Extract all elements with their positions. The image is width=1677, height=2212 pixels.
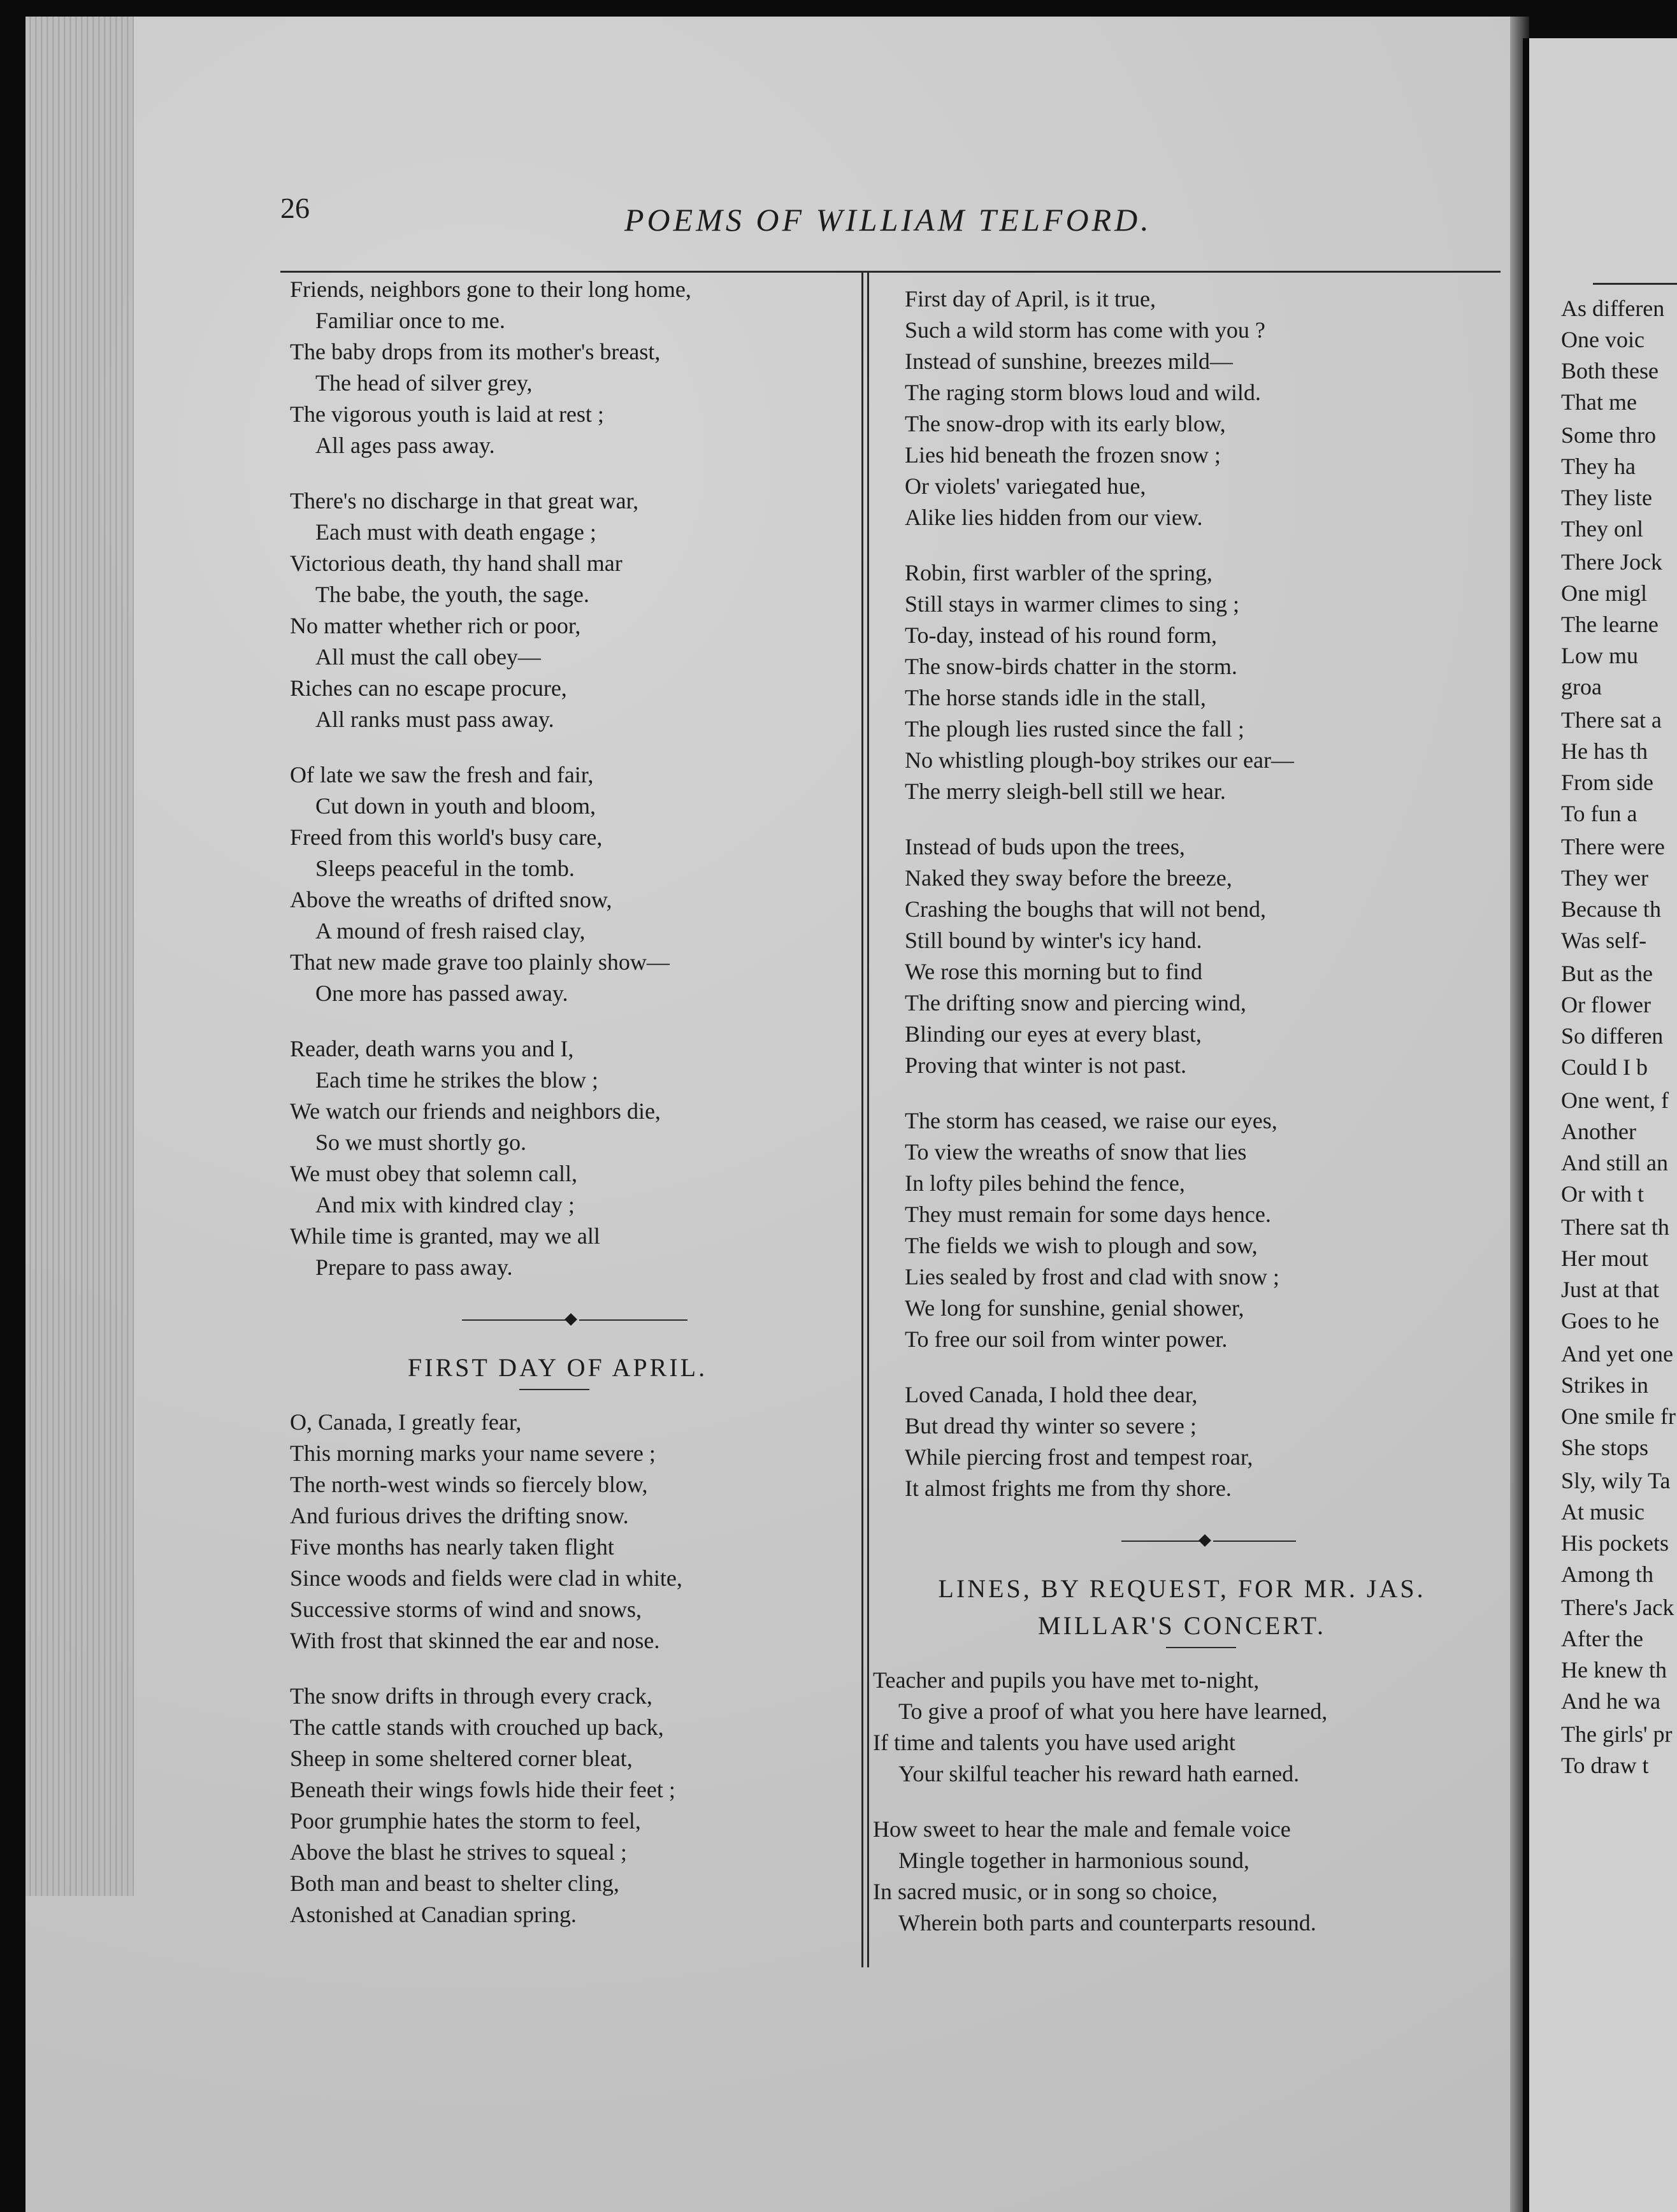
poem-lines-by-request: [873, 1665, 1497, 1939]
facing-page-line: Sly, wily Ta: [1561, 1468, 1671, 1493]
facing-page-line: After the: [1561, 1626, 1643, 1651]
facing-page-line: He has th: [1561, 738, 1648, 764]
verse-line: The head of silver grey,: [315, 370, 533, 396]
verse-line: Wherein both parts and counterparts resound.: [898, 1910, 1316, 1936]
verse-line: To view the wreaths of snow that lies: [905, 1139, 1247, 1165]
facing-page-line: To fun a: [1561, 801, 1637, 826]
verse-line: The fields we wish to plough and sow,: [905, 1233, 1258, 1258]
stanza: [290, 1407, 851, 1656]
verse-line: The baby drops from its mother's breast,: [290, 339, 661, 364]
verse-line: No matter whether rich or poor,: [290, 613, 581, 638]
column-divider: [861, 273, 869, 1967]
verse-line: Cut down in youth and bloom,: [315, 793, 596, 819]
facing-page-line: Or flower: [1561, 992, 1651, 1017]
verse-line: Above the blast he strives to squeal ;: [290, 1839, 627, 1865]
stanza: [905, 557, 1497, 807]
verse-line: The snow-drop with its early blow,: [905, 411, 1226, 436]
verse-line: O, Canada, I greatly fear,: [290, 1409, 522, 1435]
verse-line: Freed from this world's busy care,: [290, 824, 603, 850]
facing-page-line: She stops: [1561, 1435, 1649, 1460]
verse-line: Alike lies hidden from our view.: [905, 505, 1203, 530]
verse-line: The horse stands idle in the stall,: [905, 685, 1206, 710]
stanza: [905, 284, 1497, 533]
verse-line: They must remain for some days hence.: [905, 1202, 1271, 1227]
verse-line: If time and talents you have used aright: [873, 1730, 1235, 1755]
header-rule: [280, 271, 1501, 273]
facing-page-header-rule: [1593, 283, 1677, 285]
verse-line: Instead of buds upon the trees,: [905, 834, 1185, 859]
facing-page-line: Just at that: [1561, 1277, 1659, 1302]
verse-line: That new made grave too plainly show—: [290, 949, 670, 975]
verse-line: Both man and beast to shelter cling,: [290, 1871, 619, 1896]
verse-line: Mingle together in harmonious sound,: [898, 1848, 1249, 1873]
verse-line: Riches can no escape procure,: [290, 675, 567, 701]
verse-line: All ranks must pass away.: [315, 707, 554, 732]
facing-page-line: Low mu: [1561, 643, 1638, 668]
facing-page-line: His pockets: [1561, 1530, 1669, 1556]
facing-page-line: One went, f: [1561, 1088, 1669, 1113]
verse-line: Or violets' variegated hue,: [905, 473, 1146, 499]
verse-line: The drifting snow and piercing wind,: [905, 990, 1246, 1016]
verse-line: Crashing the boughs that will not bend,: [905, 896, 1266, 922]
facing-page-line: To draw t: [1561, 1753, 1649, 1778]
verse-line: The plough lies rusted since the fall ;: [905, 716, 1244, 742]
section-ornament: [290, 1307, 851, 1333]
poem-title-lines-by-request-line2: MILLAR'S CONCERT.: [1037, 1611, 1327, 1640]
verse-line: Each time he strikes the blow ;: [315, 1067, 598, 1093]
facing-page-line: One voic: [1561, 327, 1645, 352]
verse-line: With frost that skinned the ear and nose.: [290, 1628, 660, 1653]
verse-line: Robin, first warbler of the spring,: [905, 560, 1213, 585]
facing-page-line: The learne: [1561, 612, 1659, 637]
poem-title-first-day-of-april: FIRST DAY OF APRIL.: [407, 1353, 708, 1382]
left-poem-continuation: [290, 274, 851, 1283]
facing-page-line: One migl: [1561, 580, 1647, 606]
verse-line: The merry sleigh-bell still we hear.: [905, 779, 1226, 804]
verse-line: Each must with death engage ;: [315, 519, 596, 545]
verse-line: Still bound by winter's icy hand.: [905, 928, 1202, 953]
facing-page-line: They wer: [1561, 865, 1648, 891]
verse-line: But dread thy winter so severe ;: [905, 1413, 1197, 1439]
verse-line: Lies hid beneath the frozen snow ;: [905, 442, 1221, 468]
facing-page-line: There were: [1561, 834, 1665, 859]
verse-line: Proving that winter is not past.: [905, 1052, 1186, 1078]
stanza: [290, 759, 851, 1009]
facing-page-line: He knew th: [1561, 1657, 1667, 1683]
verse-line: Poor grumphie hates the storm to feel,: [290, 1808, 641, 1834]
facing-page-line: They onl: [1561, 516, 1643, 542]
verse-line: Such a wild storm has come with you ?: [905, 317, 1265, 343]
verse-line: To give a proof of what you here have learned,: [898, 1698, 1328, 1724]
facing-page-line: So differen: [1561, 1023, 1664, 1049]
poem-first-day-of-april-part2: [905, 284, 1497, 1504]
verse-line: To-day, instead of his round form,: [905, 622, 1218, 648]
verse-line: How sweet to hear the male and female voice: [873, 1816, 1291, 1842]
facing-page-line: The girls' pr: [1561, 1721, 1673, 1747]
verse-line: Of late we saw the fresh and fair,: [290, 762, 594, 787]
section-ornament: [905, 1528, 1497, 1554]
verse-line: While time is granted, may we all: [290, 1223, 600, 1249]
facing-page-line: Or with t: [1561, 1181, 1644, 1207]
title-rule: [519, 1389, 589, 1390]
verse-line: Beneath their wings fowls hide their feet ;: [290, 1777, 675, 1802]
verse-line: We rose this morning but to find: [905, 959, 1203, 984]
verse-line: We long for sunshine, genial shower,: [905, 1295, 1244, 1321]
page-number: 26: [280, 192, 310, 224]
stanza: [290, 1033, 851, 1283]
verse-line: Prepare to pass away.: [315, 1254, 513, 1280]
stanza: [905, 1105, 1497, 1355]
facing-page-line: There sat th: [1561, 1214, 1669, 1240]
verse-line: The snow-birds chatter in the storm.: [905, 654, 1237, 679]
facing-page-line: Could I b: [1561, 1054, 1648, 1080]
facing-page-line: And he wa: [1561, 1688, 1660, 1714]
verse-line: Reader, death warns you and I,: [290, 1036, 574, 1061]
facing-page-line: Another: [1561, 1119, 1636, 1144]
verse-line: While piercing frost and tempest roar,: [905, 1444, 1253, 1470]
stanza: [905, 831, 1497, 1081]
verse-line: Sheep in some sheltered corner bleat,: [290, 1746, 633, 1771]
stanza: [290, 274, 851, 461]
stanza: [290, 485, 851, 735]
facing-page-line: And still an: [1561, 1150, 1668, 1175]
verse-line: We must obey that solemn call,: [290, 1161, 578, 1186]
facing-page-line: But as the: [1561, 961, 1653, 986]
verse-line: Astonished at Canadian spring.: [290, 1902, 577, 1927]
facing-page-line: There sat a: [1561, 707, 1662, 733]
facing-page-line: Some thro: [1561, 422, 1656, 448]
facing-page-line: At music: [1561, 1499, 1645, 1525]
right-column: [873, 284, 1497, 1963]
facing-page-line: Her mout: [1561, 1246, 1648, 1271]
facing-page-line: Among th: [1561, 1562, 1654, 1587]
page-header: [280, 191, 1504, 261]
verse-line: Still stays in warmer climes to sing ;: [905, 591, 1239, 617]
verse-line: Above the wreaths of drifted snow,: [290, 887, 612, 912]
verse-line: All ages pass away.: [315, 433, 495, 458]
facing-page-line: One smile fr: [1561, 1404, 1676, 1429]
facing-page-line: Both these: [1561, 358, 1659, 384]
verse-line: No whistling plough-boy strikes our ear—: [905, 747, 1294, 773]
stanza: [873, 1665, 1497, 1790]
verse-line: So we must shortly go.: [315, 1130, 527, 1155]
stanza: [905, 1379, 1497, 1504]
verse-line: Blinding our eyes at every blast,: [905, 1021, 1202, 1047]
stanza: [290, 1681, 851, 1930]
facing-page-line: Goes to he: [1561, 1308, 1659, 1333]
verse-line: The cattle stands with crouched up back,: [290, 1714, 664, 1740]
facing-page-line: That me: [1561, 389, 1637, 415]
facing-page-line: And yet one: [1561, 1341, 1673, 1367]
verse-line: The north-west winds so fiercely blow,: [290, 1472, 648, 1497]
verse-line: Friends, neighbors gone to their long home,: [290, 276, 691, 302]
verse-line: Teacher and pupils you have met to-night,: [873, 1667, 1260, 1693]
verse-line: It almost frights me from thy shore.: [905, 1476, 1232, 1501]
verse-line: First day of April, is it true,: [905, 286, 1156, 312]
poem-first-day-of-april-part1: [290, 1407, 851, 1930]
verse-line: Five months has nearly taken flight: [290, 1534, 614, 1560]
verse-line: The babe, the youth, the sage.: [315, 582, 589, 607]
page-edge-stack: [25, 17, 134, 1896]
title-rule: [1166, 1647, 1236, 1648]
verse-line: Naked they sway before the breeze,: [905, 865, 1232, 891]
verse-line: The vigorous youth is laid at rest ;: [290, 401, 604, 427]
verse-line: To free our soil from winter power.: [905, 1326, 1228, 1352]
verse-line: And furious drives the drifting snow.: [290, 1503, 629, 1528]
verse-line: Instead of sunshine, breezes mild—: [905, 348, 1233, 374]
verse-line: Victorious death, thy hand shall mar: [290, 550, 623, 576]
verse-line: In lofty piles behind the fence,: [905, 1170, 1185, 1196]
verse-line: Lies sealed by frost and clad with snow ;: [905, 1264, 1279, 1289]
verse-line: This morning marks your name severe ;: [290, 1440, 656, 1466]
verse-line: A mound of fresh raised clay,: [315, 918, 586, 944]
facing-page-text-fragments: [1561, 293, 1677, 1781]
verse-line: Successive storms of wind and snows,: [290, 1597, 642, 1622]
verse-line: The raging storm blows loud and wild.: [905, 380, 1261, 405]
facing-page-line: From side: [1561, 770, 1654, 795]
facing-page-line: groa: [1561, 674, 1602, 700]
verse-line: And mix with kindred clay ;: [315, 1192, 575, 1217]
facing-page-line: Was self-: [1561, 928, 1647, 953]
facing-page-line: There Jock: [1561, 549, 1662, 575]
verse-line: All must the call obey—: [315, 644, 541, 670]
facing-page-line: They ha: [1561, 454, 1636, 479]
facing-page-line: They liste: [1561, 485, 1652, 510]
verse-line: Sleeps peaceful in the tomb.: [315, 856, 575, 881]
stanza: [873, 1814, 1497, 1939]
verse-line: The storm has ceased, we raise our eyes,: [905, 1108, 1278, 1133]
verse-line: Loved Canada, I hold thee dear,: [905, 1382, 1198, 1407]
verse-line: Since woods and fields were clad in white,: [290, 1565, 682, 1591]
verse-line: There's no discharge in that great war,: [290, 488, 639, 514]
left-column: [290, 274, 851, 1955]
verse-line: One more has passed away.: [315, 980, 568, 1006]
verse-line: We watch our friends and neighbors die,: [290, 1098, 661, 1124]
facing-page-line: As differen: [1561, 296, 1665, 321]
facing-page-line: There's Jack: [1561, 1595, 1674, 1620]
verse-line: Your skilful teacher his reward hath earned.: [898, 1761, 1300, 1786]
verse-line: The snow drifts in through every crack,: [290, 1683, 652, 1709]
facing-page-line: Because th: [1561, 896, 1661, 922]
running-title: POEMS OF WILLIAM TELFORD.: [624, 202, 1152, 238]
poem-title-lines-by-request-line1: LINES, BY REQUEST, FOR MR. JAS.: [938, 1574, 1426, 1603]
facing-page-line: Strikes in: [1561, 1372, 1649, 1398]
verse-line: Familiar once to me.: [315, 308, 505, 333]
verse-line: In sacred music, or in song so choice,: [873, 1879, 1218, 1904]
